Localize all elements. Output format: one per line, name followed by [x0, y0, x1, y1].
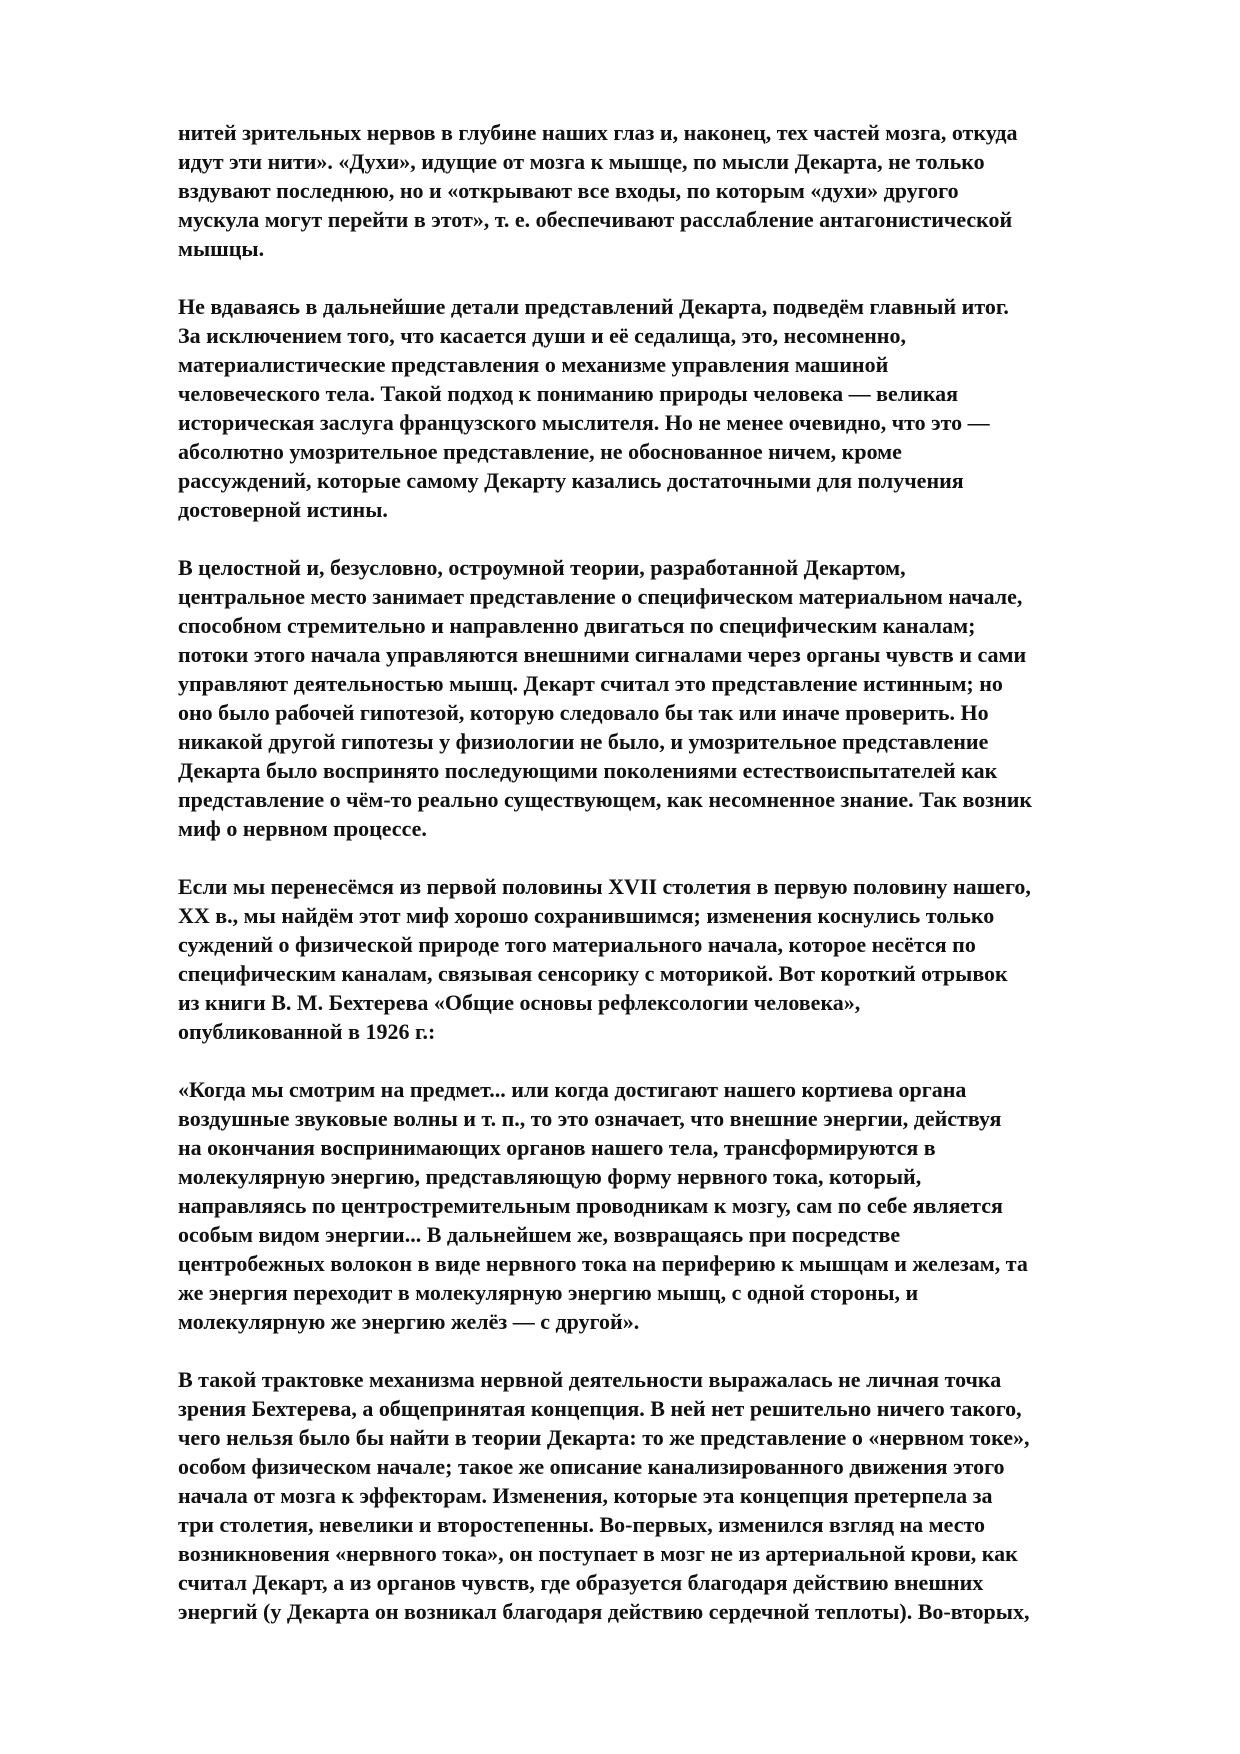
text-line: начала от мозга к эффекторам. Изменения, которые эта концепция претерпела за	[178, 1483, 993, 1508]
text-line: направляясь по центростремительным проводникам к мозгу, сам по себе является	[178, 1193, 1003, 1218]
text-line: За исключением того, что касается души и её седалища, это, несомненно,	[178, 323, 906, 348]
text-line: представление о чём-то реально существующем, как несомненное знание. Так возник	[178, 787, 1033, 812]
paragraph-3	[178, 553, 1178, 843]
text-line: особом физическом начале; такое же описание канализированного движения этого	[178, 1454, 1005, 1479]
text-line: центральное место занимает представление о специфическом материальном начале,	[178, 584, 1023, 609]
text-line: на окончания воспринимающих органов нашего тела, трансформируются в	[178, 1135, 936, 1160]
text-line: мышцы.	[178, 236, 265, 261]
text-line: Декарта было воспринято последующими поколениями естествоиспытателей как	[178, 758, 998, 783]
text-line: В целостной и, безусловно, остроумной теории, разработанной Декартом,	[178, 555, 906, 580]
text-line: суждений о физической природе того материального начала, которое несётся по	[178, 932, 976, 957]
text-line: опубликованной в 1926 г.:	[178, 1019, 436, 1044]
text-line: особым видом энергии... В дальнейшем же, возвращаясь при посредстве	[178, 1222, 901, 1247]
text-line: В такой трактовке механизма нервной деятельности выражалась не личная точка	[178, 1367, 1002, 1392]
text-line: материалистические представления о механизме управления машиной	[178, 352, 889, 377]
text-line: достоверной истины.	[178, 497, 388, 522]
text-line: центробежных волокон в виде нервного тока на периферию к мышцам и железам, та	[178, 1251, 1028, 1276]
text-line: молекулярную энергию, представляющую форму нервного тока, который,	[178, 1164, 922, 1189]
text-line: нитей зрительных нервов в глубине наших глаз и, наконец, тех частей мозга, откуда	[178, 120, 1018, 145]
paragraph-6	[178, 1365, 1178, 1626]
text-line: человеческого тела. Такой подход к пониманию природы человека — великая	[178, 381, 959, 406]
paragraph-5-quote	[178, 1075, 1178, 1336]
text-line: управляют деятельностью мышц. Декарт считал это представление истинным; но	[178, 671, 1003, 696]
text-line: абсолютно умозрительное представление, не обоснованное ничем, кроме	[178, 439, 902, 464]
paragraph-4	[178, 872, 1178, 1046]
text-line: способном стремительно и направленно двигаться по специфическим каналам;	[178, 613, 976, 638]
paragraph-1	[178, 118, 1178, 263]
text-line: три столетия, невелики и второстепенны. Во-первых, изменился взгляд на место	[178, 1512, 985, 1537]
text-line: энергий (у Декарта он возникал благодаря действию сердечной теплоты). Во-вторых,	[178, 1599, 1030, 1624]
text-line: вздувают последнюю, но и «открывают все входы, по которым «духи» другого	[178, 178, 959, 203]
document-body	[178, 118, 1178, 1655]
text-line: мускула могут перейти в этот», т. е. обеспечивают расслабление антагонистической	[178, 207, 1013, 232]
text-line: рассуждений, которые самому Декарту казались достаточными для получения	[178, 468, 964, 493]
text-line: Если мы перенесёмся из первой половины XVII столетия в первую половину нашего,	[178, 874, 1031, 899]
text-line: специфическим каналам, связывая сенсорику с моторикой. Вот короткий отрывок	[178, 961, 1008, 986]
text-line: чего нельзя было бы найти в теории Декарта: то же представление о «нервном токе»,	[178, 1425, 1030, 1450]
text-line: историческая заслуга французского мыслителя. Но не менее очевидно, что это —	[178, 410, 990, 435]
text-line: из книги В. М. Бехтерева «Общие основы рефлексологии человека»,	[178, 990, 861, 1015]
paragraph-2	[178, 292, 1178, 524]
text-line: никакой другой гипотезы у физиологии не было, и умозрительное представление	[178, 729, 989, 754]
text-line: воздушные звуковые волны и т. п., то это означает, что внешние энергии, действуя	[178, 1106, 1002, 1131]
text-line: «Когда мы смотрим на предмет... или когда достигают нашего кортиева органа	[178, 1077, 967, 1102]
text-line: Не вдаваясь в дальнейшие детали представлений Декарта, подведём главный итог.	[178, 294, 1009, 319]
text-line: оно было рабочей гипотезой, которую следовало бы так или иначе проверить. Но	[178, 700, 989, 725]
text-line: XX в., мы найдём этот миф хорошо сохранившимся; изменения коснулись только	[178, 903, 995, 928]
text-line: зрения Бехтерева, а общепринятая концепция. В ней нет решительно ничего такого,	[178, 1396, 1022, 1421]
text-line: идут эти нити». «Духи», идущие от мозга к мышце, по мысли Декарта, не только	[178, 149, 985, 174]
text-line: миф о нервном процессе.	[178, 816, 427, 841]
text-line: возникновения «нервного тока», он поступает в мозг не из артериальной крови, как	[178, 1541, 1018, 1566]
text-line: потоки этого начала управляются внешними сигналами через органы чувств и сами	[178, 642, 1027, 667]
text-line: молекулярную же энергию желёз — с другой».	[178, 1309, 640, 1334]
text-line: же энергия переходит в молекулярную энергию мышц, с одной стороны, и	[178, 1280, 919, 1305]
text-line: считал Декарт, а из органов чувств, где образуется благодаря действию внешних	[178, 1570, 984, 1595]
